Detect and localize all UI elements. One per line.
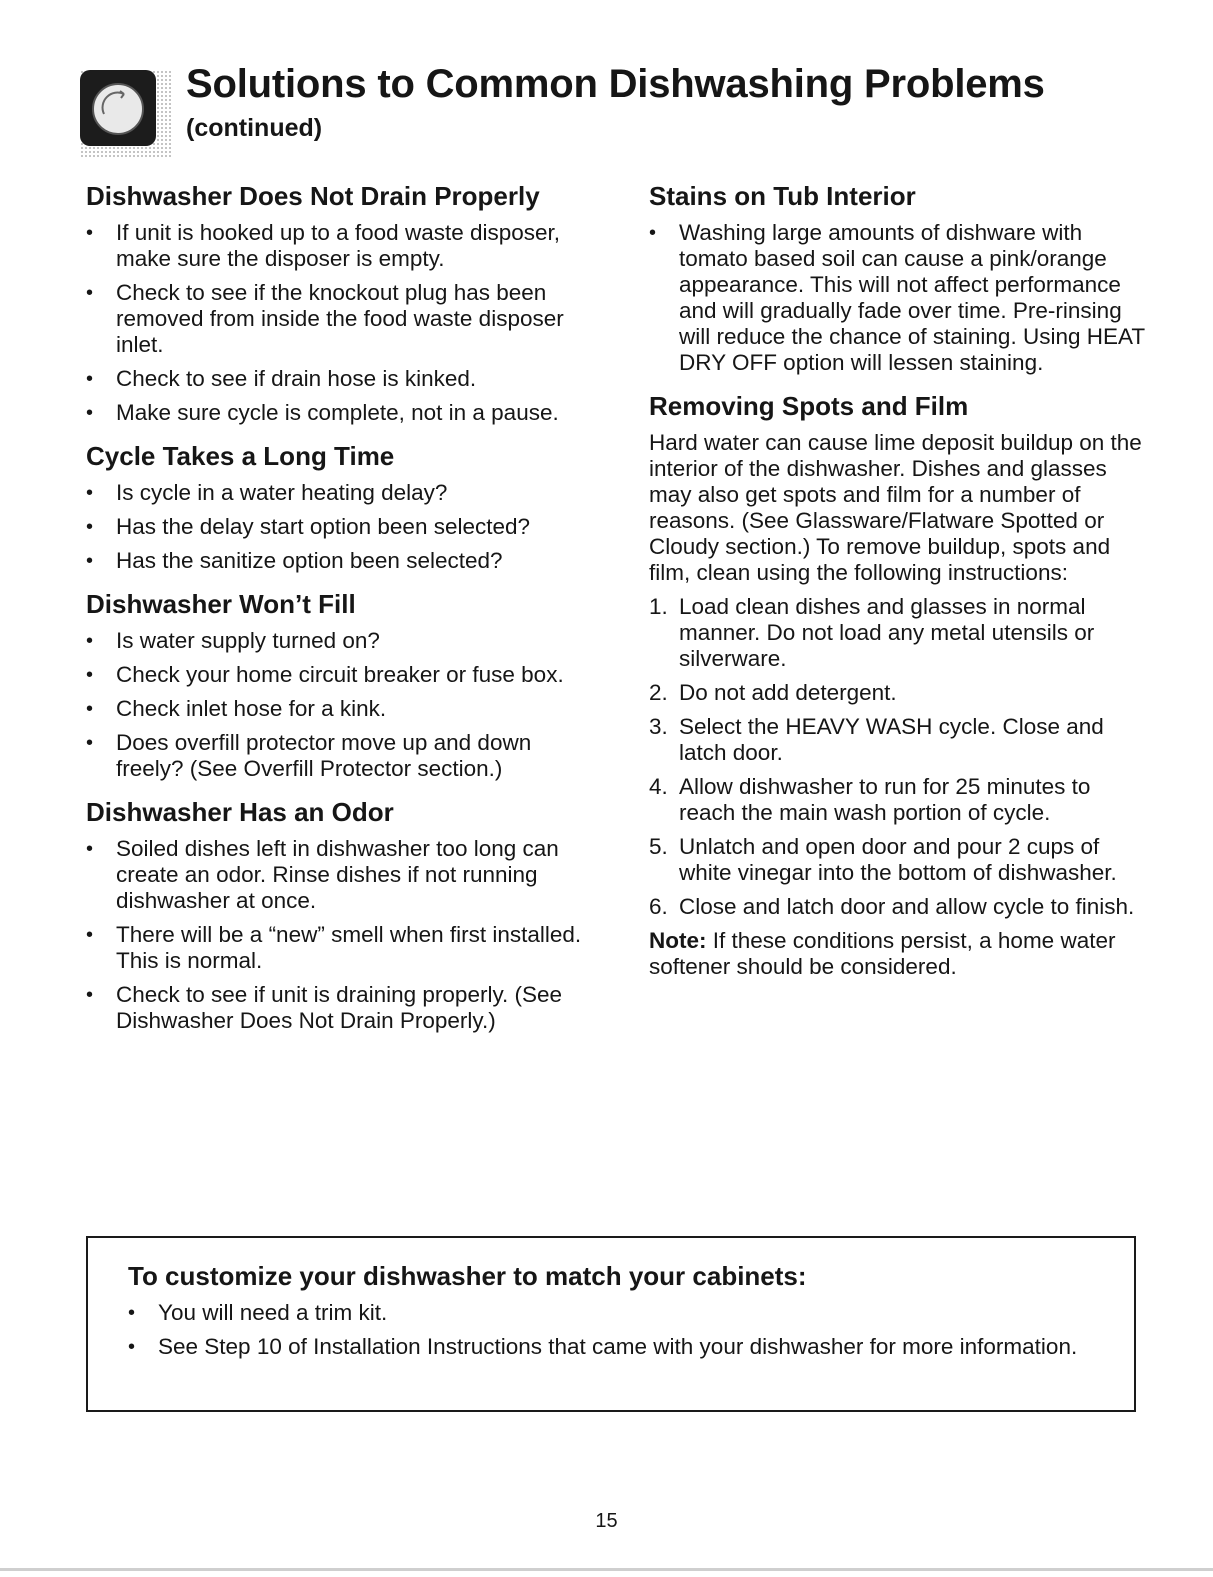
section-heading: Dishwasher Has an Odor (86, 797, 394, 827)
step-text: Load clean dishes and glasses in normal manner. Do not load any metal utensils or silverware. (679, 594, 1095, 671)
list-item: • Check your home circuit breaker or fuse box. (86, 662, 586, 688)
section-long-time (86, 440, 586, 574)
list-item: • Check to see if unit is draining properly. (See Dishwasher Does Not Drain Properly.) (86, 982, 586, 1034)
section-wont-fill (86, 588, 586, 782)
step-number: 1. (649, 594, 668, 619)
step-text: Select the HEAVY WASH cycle. Close and latch door. (679, 714, 1104, 765)
note (649, 928, 1149, 980)
page-subtitle: (continued) (186, 114, 323, 142)
section-heading: Stains on Tub Interior (649, 181, 916, 211)
step-number: 5. (649, 834, 668, 859)
note-text: If these conditions persist, a home water softener should be considered. (649, 928, 1116, 979)
step-number: 3. (649, 714, 668, 739)
list-item: • See Step 10 of Installation Instructions that came with your dishwasher for more information. (128, 1334, 1094, 1360)
list-item: • Check to see if the knockout plug has been removed from inside the food waste disposer inlet. (86, 280, 586, 358)
step-text: Do not add detergent. (679, 680, 897, 705)
section-odor (86, 796, 586, 1034)
page-title: Solutions to Common Dishwashing Problems (186, 62, 1045, 106)
step-item (649, 894, 1149, 920)
section-stains (649, 180, 1149, 376)
steps-list (649, 594, 1149, 920)
list-item: • There will be a “new” smell when first installed. This is normal. (86, 922, 586, 974)
dishwasher-wash-icon (80, 70, 172, 158)
step-number: 6. (649, 894, 668, 919)
list-item: • If unit is hooked up to a food waste disposer, make sure the disposer is empty. (86, 220, 586, 272)
list-item: • Check inlet hose for a kink. (86, 696, 586, 722)
step-item (649, 680, 1149, 706)
list-item: • Does overfill protector move up and down freely? (See Overfill Protector section.) (86, 730, 586, 782)
section-heading: Removing Spots and Film (649, 391, 969, 421)
left-column (86, 180, 586, 1048)
note-label: Note: (649, 928, 707, 953)
step-item (649, 834, 1149, 886)
customize-heading: To customize your dishwasher to match your cabinets: (128, 1261, 807, 1291)
step-text: Close and latch door and allow cycle to finish. (679, 894, 1135, 919)
list-item: • Check to see if drain hose is kinked. (86, 366, 586, 392)
step-number: 4. (649, 774, 668, 799)
step-text: Allow dishwasher to run for 25 minutes to reach the main wash portion of cycle. (679, 774, 1091, 825)
section-heading: Dishwasher Does Not Drain Properly (86, 181, 540, 211)
customize-box (86, 1236, 1136, 1412)
step-item (649, 774, 1149, 826)
list-item: • Soiled dishes left in dishwasher too long can create an odor. Rinse dishes if not running dishwasher at once. (86, 836, 586, 914)
step-item (649, 594, 1149, 672)
section-heading: Dishwasher Won’t Fill (86, 589, 356, 619)
section-heading: Cycle Takes a Long Time (86, 441, 395, 471)
list-item: • Washing large amounts of dishware with tomato based soil can cause a pink/orange appearance. This will not affect performance and will gradually fade over time. Pre-rinsing will reduce the chance of staining. Using HEAT DRY OFF option will lessen staining. (649, 220, 1149, 376)
list-item: • Has the sanitize option been selected? (86, 548, 586, 574)
section-spots-film (649, 390, 1149, 980)
step-item (649, 714, 1149, 766)
step-number: 2. (649, 680, 668, 705)
bottom-rule (0, 1568, 1213, 1571)
list-item: • Is cycle in a water heating delay? (86, 480, 586, 506)
spots-intro: Hard water can cause lime deposit buildup on the interior of the dishwasher. Dishes and glasses may also get spots and film for a number of reasons. (See Glassware/Flatware Spotted or Cloudy section.) To remove buildup, spots and film, clean using the following instructions: (649, 430, 1142, 585)
right-column (649, 180, 1149, 994)
list-item: • Is water supply turned on? (86, 628, 586, 654)
list-item: • You will need a trim kit. (128, 1300, 1094, 1326)
page-number: 15 (595, 1510, 618, 1532)
list-item: • Has the delay start option been selected? (86, 514, 586, 540)
list-item: • Make sure cycle is complete, not in a pause. (86, 400, 586, 426)
section-does-not-drain (86, 180, 586, 426)
step-text: Unlatch and open door and pour 2 cups of white vinegar into the bottom of dishwasher. (679, 834, 1117, 885)
